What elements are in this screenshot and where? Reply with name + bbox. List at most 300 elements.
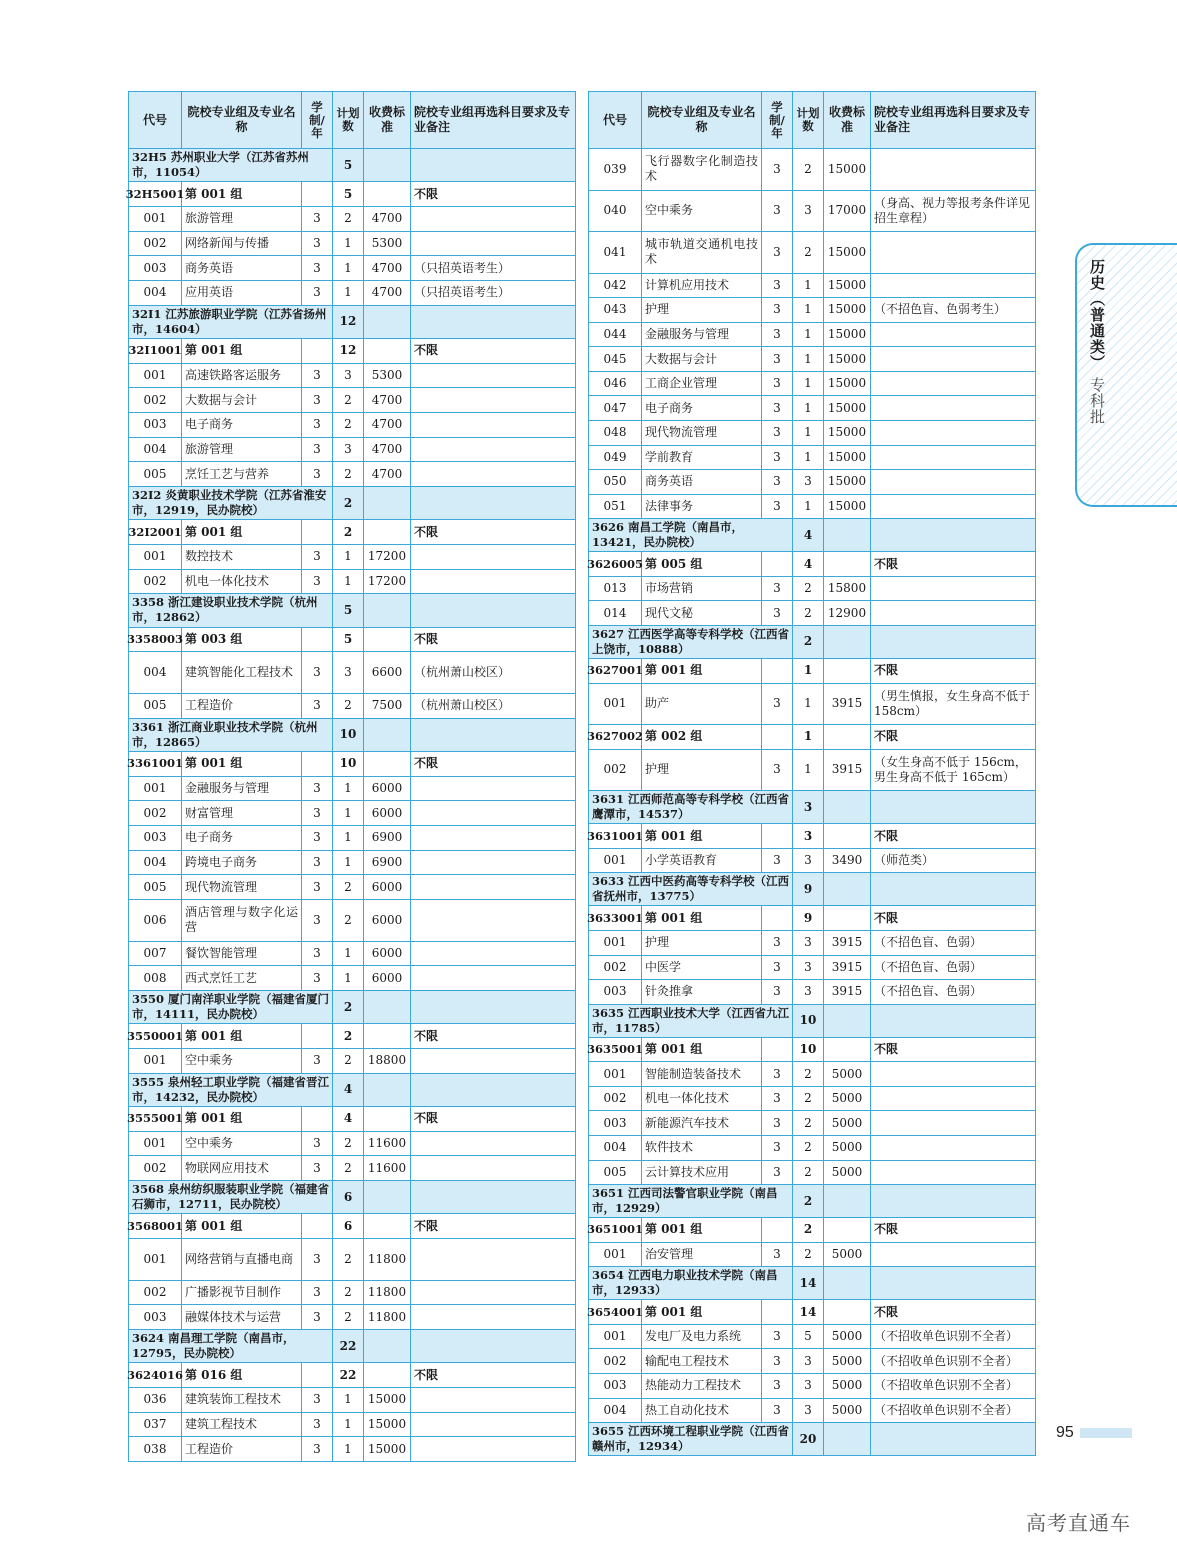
major-fee: 11800 — [364, 1239, 411, 1280]
major-row — [589, 849, 1035, 874]
school-name: 3361 浙江商业职业技术学院（杭州市，12865） — [129, 719, 333, 751]
major-remark — [411, 364, 575, 388]
major-code: 005 — [129, 875, 182, 899]
major-row — [129, 1437, 575, 1461]
major-name: 热能动力工程技术 — [642, 1374, 762, 1398]
major-plan: 1 — [333, 256, 364, 280]
major-fee: 6000 — [364, 777, 411, 801]
group-fee — [364, 1024, 411, 1048]
major-fee: 15000 — [824, 149, 871, 190]
major-code: 001 — [589, 684, 642, 725]
major-remark — [871, 601, 1035, 625]
group-remark: 不限 — [874, 729, 899, 744]
major-plan: 1 — [333, 777, 364, 801]
major-plan: 1 — [793, 421, 824, 445]
major-plan: 2 — [333, 1281, 364, 1305]
major-name: 现代物流管理 — [642, 421, 762, 445]
major-remark — [411, 801, 575, 825]
major-fee: 5000 — [824, 1136, 871, 1160]
major-years: 3 — [302, 1437, 333, 1461]
major-remark — [871, 149, 1035, 190]
major-fee: 11800 — [364, 1305, 411, 1329]
major-name: 建筑工程技术 — [182, 1413, 302, 1437]
major-code: 045 — [589, 347, 642, 371]
major-fee: 15000 — [824, 323, 871, 347]
group-remark: 不限 — [874, 828, 899, 843]
major-fee: 4700 — [364, 207, 411, 231]
major-fee: 15000 — [364, 1437, 411, 1461]
major-plan: 2 — [793, 1087, 824, 1111]
school-remark-empty — [871, 1185, 1035, 1217]
school-plan: 3 — [793, 791, 824, 823]
major-remark — [411, 875, 575, 899]
major-plan: 2 — [793, 232, 824, 273]
major-plan: 2 — [333, 1239, 364, 1280]
major-plan: 2 — [793, 1111, 824, 1135]
major-row — [589, 980, 1035, 1005]
major-row — [589, 750, 1035, 792]
major-fee: 12900 — [824, 601, 871, 625]
major-code: 013 — [589, 577, 642, 601]
major-name: 城市轨道交通机电技术 — [642, 232, 762, 273]
major-fee: 15000 — [824, 347, 871, 371]
major-name: 高速铁路客运服务 — [182, 364, 302, 388]
major-years: 3 — [302, 364, 333, 388]
major-years: 3 — [302, 207, 333, 231]
group-remark: 不限 — [874, 663, 899, 678]
group-fee — [824, 1300, 871, 1324]
major-name: 西式烹饪工艺 — [182, 966, 302, 990]
major-code: 003 — [589, 980, 642, 1004]
header-years: 学制/年 — [302, 92, 333, 148]
major-code: 002 — [589, 1087, 642, 1111]
major-plan: 3 — [793, 1399, 824, 1423]
school-row — [589, 1005, 1035, 1038]
major-years: 3 — [302, 413, 333, 437]
major-plan: 1 — [333, 232, 364, 256]
major-years: 3 — [302, 1132, 333, 1156]
group-remark: 不限 — [414, 631, 439, 646]
school-fee-empty — [824, 519, 871, 551]
school-row — [589, 1267, 1035, 1300]
group-remark: 不限 — [414, 1028, 439, 1043]
group-plan: 4 — [333, 1107, 364, 1131]
major-fee: 5300 — [364, 364, 411, 388]
school-remark-empty — [871, 1423, 1035, 1455]
major-code: 004 — [589, 1136, 642, 1160]
major-remark — [411, 207, 575, 231]
header-code: 代号 — [129, 92, 182, 148]
group-remark: 不限 — [874, 1041, 899, 1056]
group-row — [589, 552, 1035, 577]
school-name: 3654 江西电力职业技术学院（南昌市，12933） — [589, 1267, 793, 1299]
major-years: 3 — [302, 1388, 333, 1412]
school-plan: 20 — [793, 1423, 824, 1455]
group-fee — [824, 906, 871, 930]
major-plan: 2 — [793, 1243, 824, 1267]
major-years: 3 — [302, 851, 333, 875]
major-row — [589, 298, 1035, 323]
major-remark — [871, 1062, 1035, 1086]
major-row — [589, 1087, 1035, 1112]
major-name: 数控技术 — [182, 545, 302, 569]
school-remark-empty — [871, 519, 1035, 551]
school-plan: 2 — [333, 487, 364, 519]
group-row — [589, 659, 1035, 684]
group-fee — [364, 1107, 411, 1131]
side-tab-batch: 专科批 — [1088, 376, 1106, 425]
major-remark — [411, 1132, 575, 1156]
school-plan: 2 — [793, 1185, 824, 1217]
school-plan: 2 — [793, 626, 824, 658]
major-years: 3 — [762, 1136, 793, 1160]
major-years: 3 — [302, 462, 333, 486]
major-row — [129, 826, 575, 851]
group-plan: 5 — [333, 182, 364, 206]
major-row — [129, 801, 575, 826]
school-row — [589, 626, 1035, 659]
major-remark — [871, 470, 1035, 494]
group-remark: 不限 — [874, 556, 899, 571]
major-remark — [411, 1388, 575, 1412]
major-years: 3 — [302, 570, 333, 594]
group-code: 3635001 — [589, 1038, 642, 1062]
group-remark: 不限 — [414, 1218, 439, 1233]
group-code: 32H5001 — [129, 182, 182, 206]
major-remark: （不招收单色识别不全者） — [874, 1378, 1019, 1393]
major-remark: （杭州萧山校区） — [414, 665, 511, 680]
major-code: 046 — [589, 372, 642, 396]
school-name: 3651 江西司法警官职业学院（南昌市，12929） — [589, 1185, 793, 1217]
school-row — [129, 1074, 575, 1107]
school-fee-empty — [364, 991, 411, 1023]
school-remark-empty — [871, 626, 1035, 658]
group-name: 第 003 组 — [182, 628, 302, 652]
group-years — [302, 1363, 333, 1387]
major-fee: 5000 — [824, 1111, 871, 1135]
group-name: 第 001 组 — [182, 752, 302, 776]
major-years: 3 — [302, 1281, 333, 1305]
major-code: 004 — [129, 438, 182, 462]
major-fee: 6000 — [364, 801, 411, 825]
group-name: 第 001 组 — [642, 659, 762, 683]
school-fee-empty — [824, 626, 871, 658]
major-fee: 4700 — [364, 413, 411, 437]
group-fee — [824, 824, 871, 848]
header-name: 院校专业组及专业名称 — [642, 92, 762, 148]
major-code: 001 — [129, 364, 182, 388]
major-remark: （男生慎报，女生身高不低于158cm） — [874, 688, 1031, 718]
major-years: 3 — [302, 875, 333, 899]
school-row — [129, 1330, 575, 1363]
major-fee: 6000 — [364, 966, 411, 990]
major-row — [589, 601, 1035, 626]
major-plan: 1 — [333, 545, 364, 569]
major-name: 大数据与会计 — [182, 388, 302, 412]
major-fee: 6000 — [364, 875, 411, 899]
major-code: 003 — [589, 1111, 642, 1135]
major-fee: 5000 — [824, 1399, 871, 1423]
major-plan: 3 — [333, 438, 364, 462]
major-remark — [411, 388, 575, 412]
school-name: 32I2 炎黄职业技术学院（江苏省淮安市，12919，民办院校） — [129, 487, 333, 519]
major-code: 001 — [129, 1049, 182, 1073]
group-fee — [824, 725, 871, 749]
major-remark — [871, 577, 1035, 601]
major-remark — [871, 232, 1035, 273]
major-fee: 4700 — [364, 281, 411, 305]
major-code: 002 — [129, 1156, 182, 1180]
major-remark — [871, 446, 1035, 470]
school-fee-empty — [364, 1330, 411, 1362]
group-code: 3358003 — [129, 628, 182, 652]
table-header — [129, 92, 575, 149]
school-plan: 2 — [333, 991, 364, 1023]
school-remark-empty — [871, 873, 1035, 905]
major-name: 助产 — [642, 684, 762, 725]
school-row — [129, 991, 575, 1024]
major-code: 050 — [589, 470, 642, 494]
major-years: 3 — [302, 694, 333, 718]
major-remark — [411, 1281, 575, 1305]
school-name: 3627 江西医学高等专科学校（江西省上饶市，10888） — [589, 626, 793, 658]
school-fee-empty — [364, 594, 411, 626]
major-remark: （师范类） — [874, 853, 935, 868]
major-years: 3 — [302, 826, 333, 850]
major-code: 005 — [129, 694, 182, 718]
group-years — [302, 182, 333, 206]
group-years — [302, 520, 333, 544]
major-plan: 1 — [333, 826, 364, 850]
group-name: 第 001 组 — [642, 824, 762, 848]
header-code: 代号 — [589, 92, 642, 148]
major-name: 商务英语 — [182, 256, 302, 280]
major-years: 3 — [302, 545, 333, 569]
major-remark — [871, 1111, 1035, 1135]
major-fee: 15800 — [824, 577, 871, 601]
major-years: 3 — [762, 372, 793, 396]
right-table — [588, 91, 1036, 1456]
major-name: 网络新闻与传播 — [182, 232, 302, 256]
major-code: 005 — [129, 462, 182, 486]
major-name: 商务英语 — [642, 470, 762, 494]
school-name: 3633 江西中医药高等专科学校（江西省抚州市，13775） — [589, 873, 793, 905]
major-plan: 1 — [333, 1413, 364, 1437]
school-row — [589, 1185, 1035, 1218]
left-table — [125, 91, 576, 1462]
major-fee: 4700 — [364, 256, 411, 280]
major-remark — [411, 462, 575, 486]
school-row — [129, 594, 575, 627]
major-remark: （不招收单色识别不全者） — [874, 1353, 1019, 1368]
major-plan: 2 — [333, 1049, 364, 1073]
major-plan: 1 — [793, 684, 824, 725]
major-fee: 3490 — [824, 849, 871, 873]
group-plan: 9 — [793, 906, 824, 930]
major-row — [129, 942, 575, 967]
group-row — [129, 1107, 575, 1132]
group-years — [302, 628, 333, 652]
group-name: 第 001 组 — [642, 1300, 762, 1324]
major-fee: 6600 — [364, 652, 411, 693]
major-fee: 4700 — [364, 438, 411, 462]
major-row — [129, 900, 575, 942]
major-remark — [871, 1161, 1035, 1185]
major-name: 护理 — [642, 931, 762, 955]
major-row — [589, 323, 1035, 348]
major-code: 004 — [129, 652, 182, 693]
major-name: 市场营销 — [642, 577, 762, 601]
major-row — [129, 777, 575, 802]
major-plan: 3 — [333, 364, 364, 388]
major-remark — [411, 851, 575, 875]
group-years — [762, 552, 793, 576]
major-code: 007 — [129, 942, 182, 966]
major-remark — [871, 323, 1035, 347]
major-plan: 1 — [333, 1437, 364, 1461]
major-plan: 3 — [793, 849, 824, 873]
major-name: 现代物流管理 — [182, 875, 302, 899]
group-remark: 不限 — [414, 1111, 439, 1126]
school-fee-empty — [824, 791, 871, 823]
major-fee: 11600 — [364, 1132, 411, 1156]
major-remark — [411, 1413, 575, 1437]
major-code: 048 — [589, 421, 642, 445]
major-years: 3 — [302, 1156, 333, 1180]
major-name: 机电一体化技术 — [642, 1087, 762, 1111]
major-plan: 1 — [793, 347, 824, 371]
major-fee: 15000 — [824, 396, 871, 420]
major-remark — [411, 413, 575, 437]
group-fee — [824, 552, 871, 576]
major-fee: 15000 — [824, 232, 871, 273]
major-row — [589, 470, 1035, 495]
group-remark: 不限 — [414, 756, 439, 771]
major-name: 空中乘务 — [182, 1049, 302, 1073]
major-fee: 5000 — [824, 1062, 871, 1086]
major-plan: 2 — [333, 1305, 364, 1329]
section-side-tab — [1075, 243, 1177, 507]
major-row — [129, 875, 575, 900]
major-plan: 2 — [333, 462, 364, 486]
major-name: 治安管理 — [642, 1243, 762, 1267]
school-remark-empty — [411, 149, 575, 181]
school-name: 3655 江西环境工程职业学院（江西省赣州市，12934） — [589, 1423, 793, 1455]
major-fee: 17200 — [364, 570, 411, 594]
group-code: 3555001 — [129, 1107, 182, 1131]
major-remark — [871, 421, 1035, 445]
major-name: 财富管理 — [182, 801, 302, 825]
major-years: 3 — [762, 1111, 793, 1135]
major-remark: （身高、视力等报考条件详见招生章程） — [874, 195, 1031, 225]
major-fee: 15000 — [364, 1388, 411, 1412]
major-code: 006 — [129, 900, 182, 941]
major-code: 003 — [129, 826, 182, 850]
group-code: 3651001 — [589, 1218, 642, 1242]
school-plan: 14 — [793, 1267, 824, 1299]
school-fee-empty — [824, 1005, 871, 1037]
major-plan: 1 — [793, 750, 824, 791]
major-plan: 2 — [333, 207, 364, 231]
header-remark: 院校专业组再选科目要求及专业备注 — [414, 105, 571, 134]
major-remark — [411, 900, 575, 941]
major-remark — [411, 1049, 575, 1073]
group-years — [302, 1024, 333, 1048]
major-name: 工程造价 — [182, 1437, 302, 1461]
school-name: 3635 江西职业技术大学（江西省九江市，11785） — [589, 1005, 793, 1037]
major-plan: 2 — [333, 1132, 364, 1156]
major-plan: 2 — [333, 900, 364, 941]
major-code: 002 — [589, 1349, 642, 1373]
major-remark — [871, 274, 1035, 298]
major-row — [589, 274, 1035, 299]
school-plan: 9 — [793, 873, 824, 905]
school-fee-empty — [364, 1181, 411, 1213]
group-remark: 不限 — [874, 910, 899, 925]
group-row — [129, 1363, 575, 1388]
school-remark-empty — [411, 1074, 575, 1106]
group-row — [589, 824, 1035, 849]
major-years: 3 — [302, 1413, 333, 1437]
group-fee — [364, 628, 411, 652]
major-row — [589, 1374, 1035, 1399]
major-plan: 1 — [333, 851, 364, 875]
major-remark — [871, 1243, 1035, 1267]
major-name: 飞行器数字化制造技术 — [642, 149, 762, 190]
school-name: 3568 泉州纺织服装职业学院（福建省石狮市，12711，民办院校） — [129, 1181, 333, 1213]
major-remark: （不招色盲、色弱） — [874, 984, 983, 999]
major-plan: 2 — [793, 149, 824, 190]
major-row — [129, 462, 575, 487]
group-row — [589, 1218, 1035, 1243]
group-remark: 不限 — [874, 1222, 899, 1237]
group-row — [129, 1214, 575, 1239]
major-fee: 5000 — [824, 1161, 871, 1185]
major-row — [129, 232, 575, 257]
major-row — [129, 694, 575, 719]
group-plan: 10 — [333, 752, 364, 776]
major-years: 3 — [762, 750, 793, 791]
group-code: 3627001 — [589, 659, 642, 683]
major-years: 3 — [302, 281, 333, 305]
major-code: 039 — [589, 149, 642, 190]
group-name: 第 001 组 — [642, 906, 762, 930]
group-code: 32I1001 — [129, 339, 182, 363]
major-row — [589, 1349, 1035, 1374]
group-plan: 5 — [333, 628, 364, 652]
major-name: 空中乘务 — [642, 191, 762, 232]
school-row — [589, 519, 1035, 552]
major-row — [129, 1413, 575, 1438]
major-plan: 1 — [793, 372, 824, 396]
major-plan: 2 — [333, 875, 364, 899]
major-years: 3 — [762, 274, 793, 298]
major-code: 001 — [589, 849, 642, 873]
group-code: 3568001 — [129, 1214, 182, 1238]
major-name: 旅游管理 — [182, 207, 302, 231]
major-remark — [871, 372, 1035, 396]
major-fee: 15000 — [824, 372, 871, 396]
major-row — [589, 1399, 1035, 1424]
school-row — [589, 791, 1035, 824]
major-years: 3 — [302, 232, 333, 256]
group-years — [762, 1218, 793, 1242]
major-code: 002 — [129, 801, 182, 825]
major-plan: 5 — [793, 1325, 824, 1349]
major-remark — [411, 438, 575, 462]
major-plan: 1 — [793, 446, 824, 470]
school-fee-empty — [364, 149, 411, 181]
